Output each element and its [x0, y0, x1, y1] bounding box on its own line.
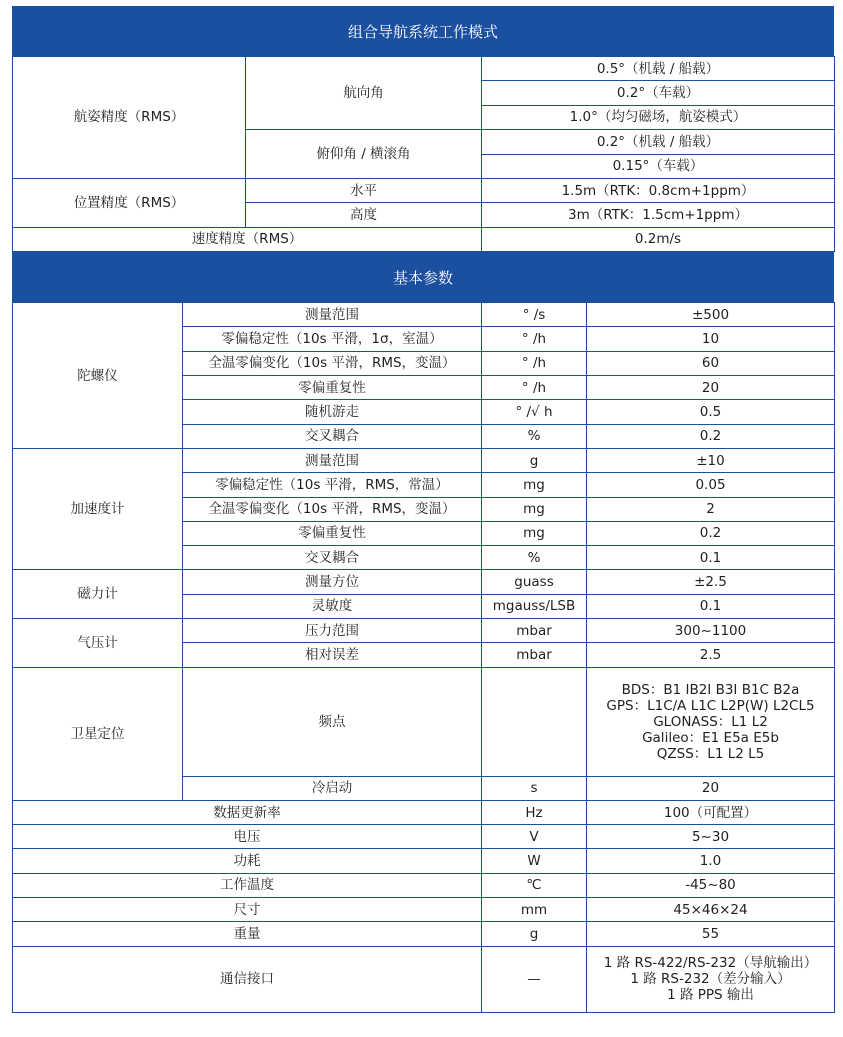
param-name: 电压	[13, 825, 482, 849]
group-label-gnss: 卫星定位	[13, 667, 183, 800]
table-row	[13, 873, 835, 897]
table-row	[13, 57, 835, 81]
section-header-basic-params	[12, 252, 834, 302]
unit-cell: g	[482, 922, 587, 946]
table-row	[13, 898, 835, 922]
row-label-position: 位置精度（RMS）	[13, 178, 246, 227]
interface-list	[587, 946, 835, 1012]
unit-cell: —	[482, 946, 587, 1012]
unit-cell: mm	[482, 898, 587, 922]
value-cell: 2	[587, 497, 835, 521]
value-cell: ±10	[587, 448, 835, 472]
frequency-line: GPS：L1C/A L1C L2P(W) L2CL5	[606, 697, 815, 714]
value-cell: 0.05	[587, 473, 835, 497]
param-name: 零偏重复性	[183, 521, 482, 545]
frequency-line: BDS：B1 IB2I B3I B1C B2a	[621, 681, 800, 698]
table-row	[13, 922, 835, 946]
value-cell: 1.0°（均匀磁场，航姿模式）	[482, 105, 835, 129]
unit-cell: mg	[482, 521, 587, 545]
frequency-line: QZSS：L1 L2 L5	[656, 745, 765, 762]
unit-cell: mgauss/LSB	[482, 594, 587, 618]
value-cell: 0.2m/s	[482, 227, 835, 251]
value-cell: 0.5°（机载 / 船载）	[482, 57, 835, 81]
value-cell: 0.2	[587, 521, 835, 545]
param-name: 交叉耦合	[183, 546, 482, 570]
table-row	[13, 849, 835, 873]
param-height: 高度	[246, 203, 482, 227]
table-row	[13, 570, 835, 594]
table-row	[13, 448, 835, 472]
param-name: 零偏稳定性（10s 平滑，1σ，室温）	[183, 327, 482, 351]
group-label-baro: 气压计	[13, 618, 183, 667]
value-cell: 0.2°（车载）	[482, 81, 835, 105]
param-name: 测量范围	[183, 303, 482, 327]
spec-sheet	[12, 6, 834, 1013]
interface-line: 1 路 RS-422/RS-232（导航输出）	[603, 955, 818, 972]
interface-line: 1 路 RS-232（差分输入）	[630, 971, 791, 988]
value-cell: 300~1100	[587, 618, 835, 642]
unit-cell: ℃	[482, 873, 587, 897]
param-name: 零偏稳定性（10s 平滑，RMS，常温）	[183, 473, 482, 497]
param-frequency: 频点	[183, 667, 482, 776]
value-cell: 0.2	[587, 424, 835, 448]
value-cell: 5~30	[587, 825, 835, 849]
param-name: 零偏重复性	[183, 376, 482, 400]
value-cell: 0.15°（车载）	[482, 154, 835, 178]
unit-cell: ° /h	[482, 376, 587, 400]
unit-cell: s	[482, 776, 587, 800]
value-cell: 45×46×24	[587, 898, 835, 922]
unit-cell: mbar	[482, 618, 587, 642]
param-horizontal: 水平	[246, 178, 482, 202]
param-heading: 航向角	[246, 57, 482, 130]
unit-cell: %	[482, 546, 587, 570]
unit-cell: mg	[482, 473, 587, 497]
param-name: 交叉耦合	[183, 424, 482, 448]
unit-cell: mg	[482, 497, 587, 521]
value-cell: 2.5	[587, 643, 835, 667]
param-pitch-roll: 俯仰角 / 横滚角	[246, 130, 482, 179]
param-cold-start: 冷启动	[183, 776, 482, 800]
value-cell: 1.0	[587, 849, 835, 873]
value-cell: -45~80	[587, 873, 835, 897]
group-label-mag: 磁力计	[13, 570, 183, 619]
table-row	[13, 825, 835, 849]
unit-cell: W	[482, 849, 587, 873]
value-cell: 3m（RTK：1.5cm+1ppm）	[482, 203, 835, 227]
unit-cell: V	[482, 825, 587, 849]
param-name: 数据更新率	[13, 800, 482, 824]
value-cell: 60	[587, 351, 835, 375]
unit-cell: mbar	[482, 643, 587, 667]
table-row	[13, 946, 835, 1012]
param-name: 压力范围	[183, 618, 482, 642]
table-row	[13, 178, 835, 202]
row-label-attitude: 航姿精度（RMS）	[13, 57, 246, 179]
unit-cell: ° /h	[482, 351, 587, 375]
group-label-accel: 加速度计	[13, 448, 183, 569]
param-name: 测量方位	[183, 570, 482, 594]
value-cell: 0.1	[587, 594, 835, 618]
value-cell: 55	[587, 922, 835, 946]
param-name: 全温零偏变化（10s 平滑，RMS，变温）	[183, 497, 482, 521]
unit-cell: ° /s	[482, 303, 587, 327]
param-name: 重量	[13, 922, 482, 946]
row-label-velocity: 速度精度（RMS）	[13, 227, 482, 251]
value-cell: ±500	[587, 303, 835, 327]
section-header-work-modes	[12, 6, 834, 56]
unit-cell: Hz	[482, 800, 587, 824]
param-name: 灵敏度	[183, 594, 482, 618]
value-cell: 0.5	[587, 400, 835, 424]
value-cell: 1.5m（RTK：0.8cm+1ppm）	[482, 178, 835, 202]
section-title: 基本参数	[392, 268, 453, 287]
param-name: 随机游走	[183, 400, 482, 424]
param-name: 尺寸	[13, 898, 482, 922]
section-title: 组合导航系统工作模式	[347, 22, 498, 41]
param-name: 工作温度	[13, 873, 482, 897]
value-cell: ±2.5	[587, 570, 835, 594]
param-name: 全温零偏变化（10s 平滑，RMS，变温）	[183, 351, 482, 375]
unit-cell: g	[482, 448, 587, 472]
table-row	[13, 667, 835, 776]
table-row	[13, 303, 835, 327]
unit-cell: ° /h	[482, 327, 587, 351]
value-cell: 0.1	[587, 546, 835, 570]
basic-params-table	[12, 302, 835, 1013]
table-row	[13, 800, 835, 824]
group-label-gyro: 陀螺仪	[13, 303, 183, 449]
value-cell: 10	[587, 327, 835, 351]
value-cell: 20	[587, 776, 835, 800]
table-row	[13, 227, 835, 251]
unit-cell: guass	[482, 570, 587, 594]
value-cell: 0.2°（机载 / 船载）	[482, 130, 835, 154]
param-name: 相对误差	[183, 643, 482, 667]
table-row	[13, 618, 835, 642]
param-name: 功耗	[13, 849, 482, 873]
value-cell: 100（可配置）	[587, 800, 835, 824]
interface-line: 1 路 PPS 输出	[667, 987, 754, 1004]
param-interface: 通信接口	[13, 946, 482, 1012]
unit-cell	[482, 667, 587, 776]
unit-cell: ° /√ h	[482, 400, 587, 424]
frequency-list	[587, 667, 835, 776]
value-cell: 20	[587, 376, 835, 400]
frequency-line: Galileo：E1 E5a E5b	[642, 729, 779, 746]
work-modes-table	[12, 56, 835, 252]
unit-cell: %	[482, 424, 587, 448]
frequency-line: GLONASS：L1 L2	[653, 713, 768, 730]
param-name: 测量范围	[183, 448, 482, 472]
